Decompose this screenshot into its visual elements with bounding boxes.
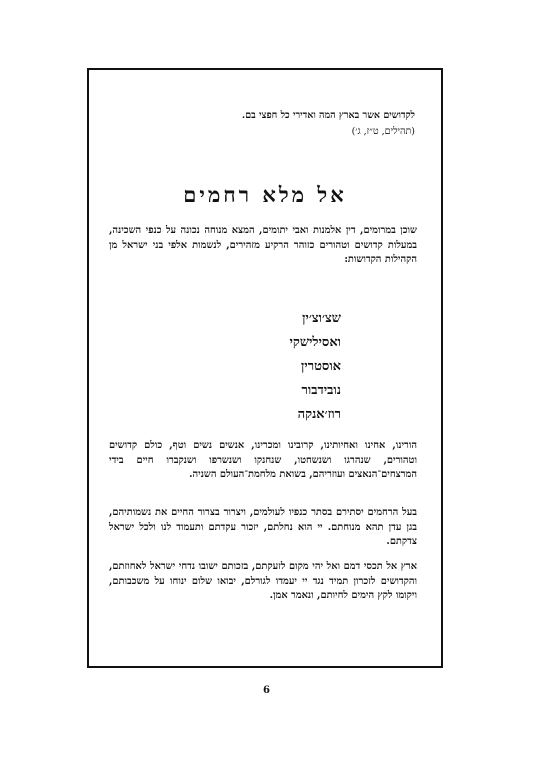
community-name: רוז׳אנקה [297,407,341,422]
prayer-paragraph-opening: שוכן במרומים, דין אלמנות ואבי יתומים, המצא מנוחה נכונה על כנפי השכינה, במעלות קדושים וטהורים כזוהר הרקיע מזהירים, לנשמות אלפי בני ישראל מן הקהילות הקדושות: [109,225,417,266]
community-name: שצ׳וצ׳ין [302,311,341,326]
prayer-paragraph-mercy: בעל הרחמים יסתירם בסתר כנפיו לעולמים, ויצרור בצרור החיים את נשמותיהם, בגן עדן תהא מנוחתם. יי הוא נחלתם, יזכור עקדתם ותעמוד לנו ולכל ישראל צדקתם. [109,507,417,548]
page-number: 6 [263,685,270,696]
prayer-paragraph-closing: ארץ אל תכסי דמם ואל יהי מקום לזעקתם, בזכותם ישובו נדחי ישראל לאחוזתם, והקדושים לזכרון תמיד נגד יי יעמדו לגורלם, יבואו שלום ינוחו על משכבותם, ויקומו לקץ הימים לחיותם, ונאמר אמן. [109,561,417,602]
page-frame [87,68,443,668]
prayer-paragraph-victims: הורינו, אחינו ואחיותינו, קרובינו ומכרינו, אנשים נשים וטף, כולם קדושים וטהורים, שנהרגו ושנשחטו, שנחנקו ושנשרפו ושנקברו חיים בידי המרצחים־הנאצים ועוזריהם, בשואת מלחמת־העולם השניה. [109,440,417,481]
community-name: אוסטרין [300,359,341,374]
community-name: ואסילישקי [289,335,341,350]
epigraph-citation: (תהילים, ט״ז, ג׳) [351,126,415,137]
prayer-title: אל מלא רחמים [183,182,347,207]
epigraph [115,108,415,140]
epigraph-quote: לקדושים אשר בארץ המה ואדירי כל חפצי בם. [241,110,415,121]
community-name: נובידבור [301,383,341,398]
